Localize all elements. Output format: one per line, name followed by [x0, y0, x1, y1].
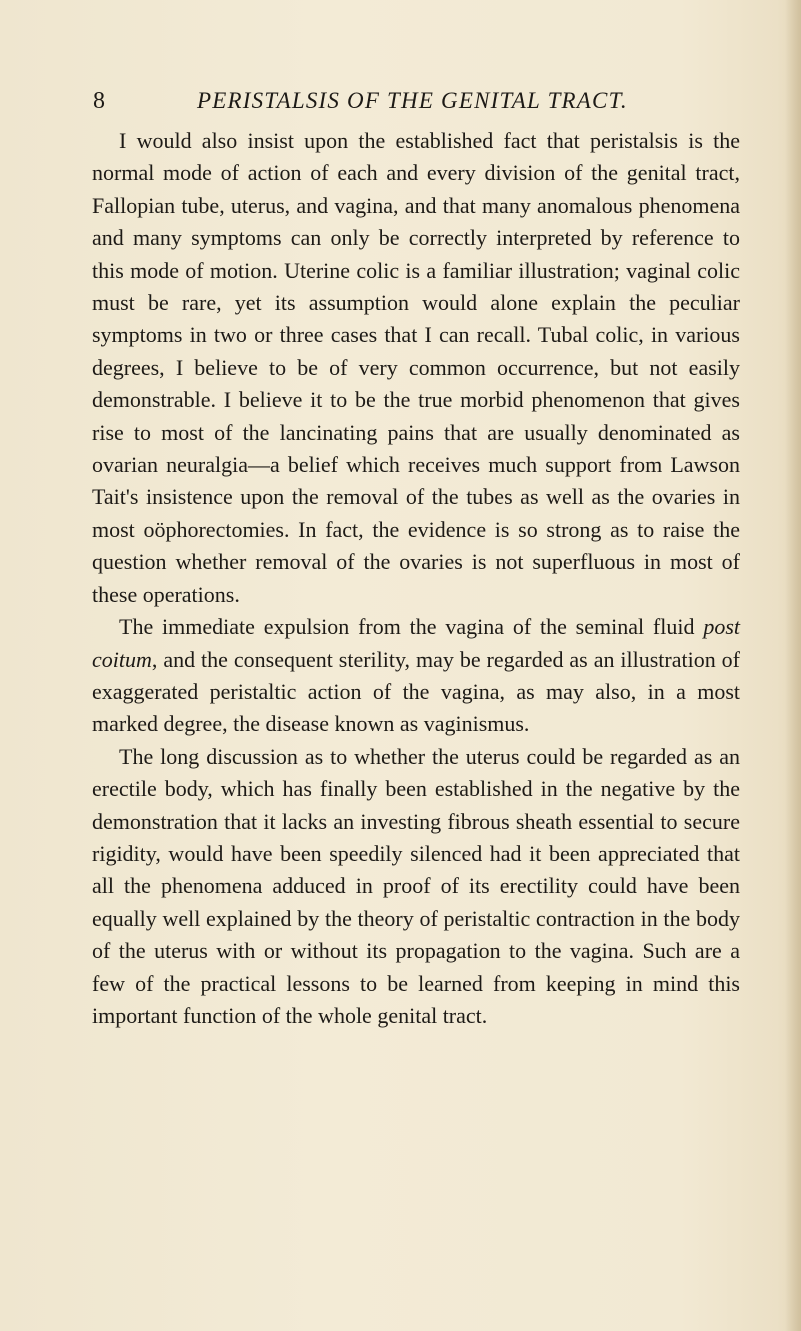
- paragraph-2-before: The immediate expulsion from the vagina of the seminal fluid: [119, 614, 704, 640]
- running-header: [93, 84, 733, 118]
- page-edge-shadow: [785, 0, 801, 1331]
- paragraph-2: [92, 611, 740, 741]
- page-number: 8: [93, 88, 105, 114]
- paragraph-1: I would also insist upon the established fact that peristalsis is the normal mode of action of each and every division of the genital tract, Fallopian tube, uterus, and vagina, and that many anomalous phenomena and many symptoms can only be correctly interpreted by reference to this mode of motion. Uterine colic is a familiar illustration; vaginal colic must be rare, yet its assumption would alone explain the peculiar symptoms in two or three cases that I can recall. Tubal colic, in various degrees, I believe to be of very common occurrence, but not easily demonstrable. I believe it to be the true morbid phenomenon that gives rise to most of the lancinating pains that are usually denominated as ovarian neuralgia—a belief which receives much support from Lawson Tait's insistence upon the removal of the tubes as well as the ovaries in most oöphorectomies. In fact, the evidence is so strong as to raise the question whether removal of the ovaries is not superfluous in most of these operations.: [92, 128, 740, 607]
- paragraph-2-after: , and the consequent sterility, may be regarded as an illustration of exaggerated peristaltic action of the vagina, as may also, in a most marked degree, the disease known as vaginismus.: [92, 646, 740, 737]
- body-text: [92, 125, 740, 1032]
- running-title: PERISTALSIS OF THE GENITAL TRACT.: [197, 88, 628, 113]
- paragraph-2-italic: post coitum: [92, 614, 740, 672]
- paragraph-3: The long discussion as to whether the uterus could be regarded as an erectile body, which has finally been established in the negative by the demonstration that it lacks an investing fibrous sheath essential to secure rigidity, would have been speedily silenced had it been appreciated that all the phenomena adduced in proof of its erectility could have been equally well explained by the theory of peristaltic contraction in the body of the uterus with or without its propagation to the vagina. Such are a few of the practical lessons to be learned from keeping in mind this important function of the whole genital tract.: [92, 743, 740, 1028]
